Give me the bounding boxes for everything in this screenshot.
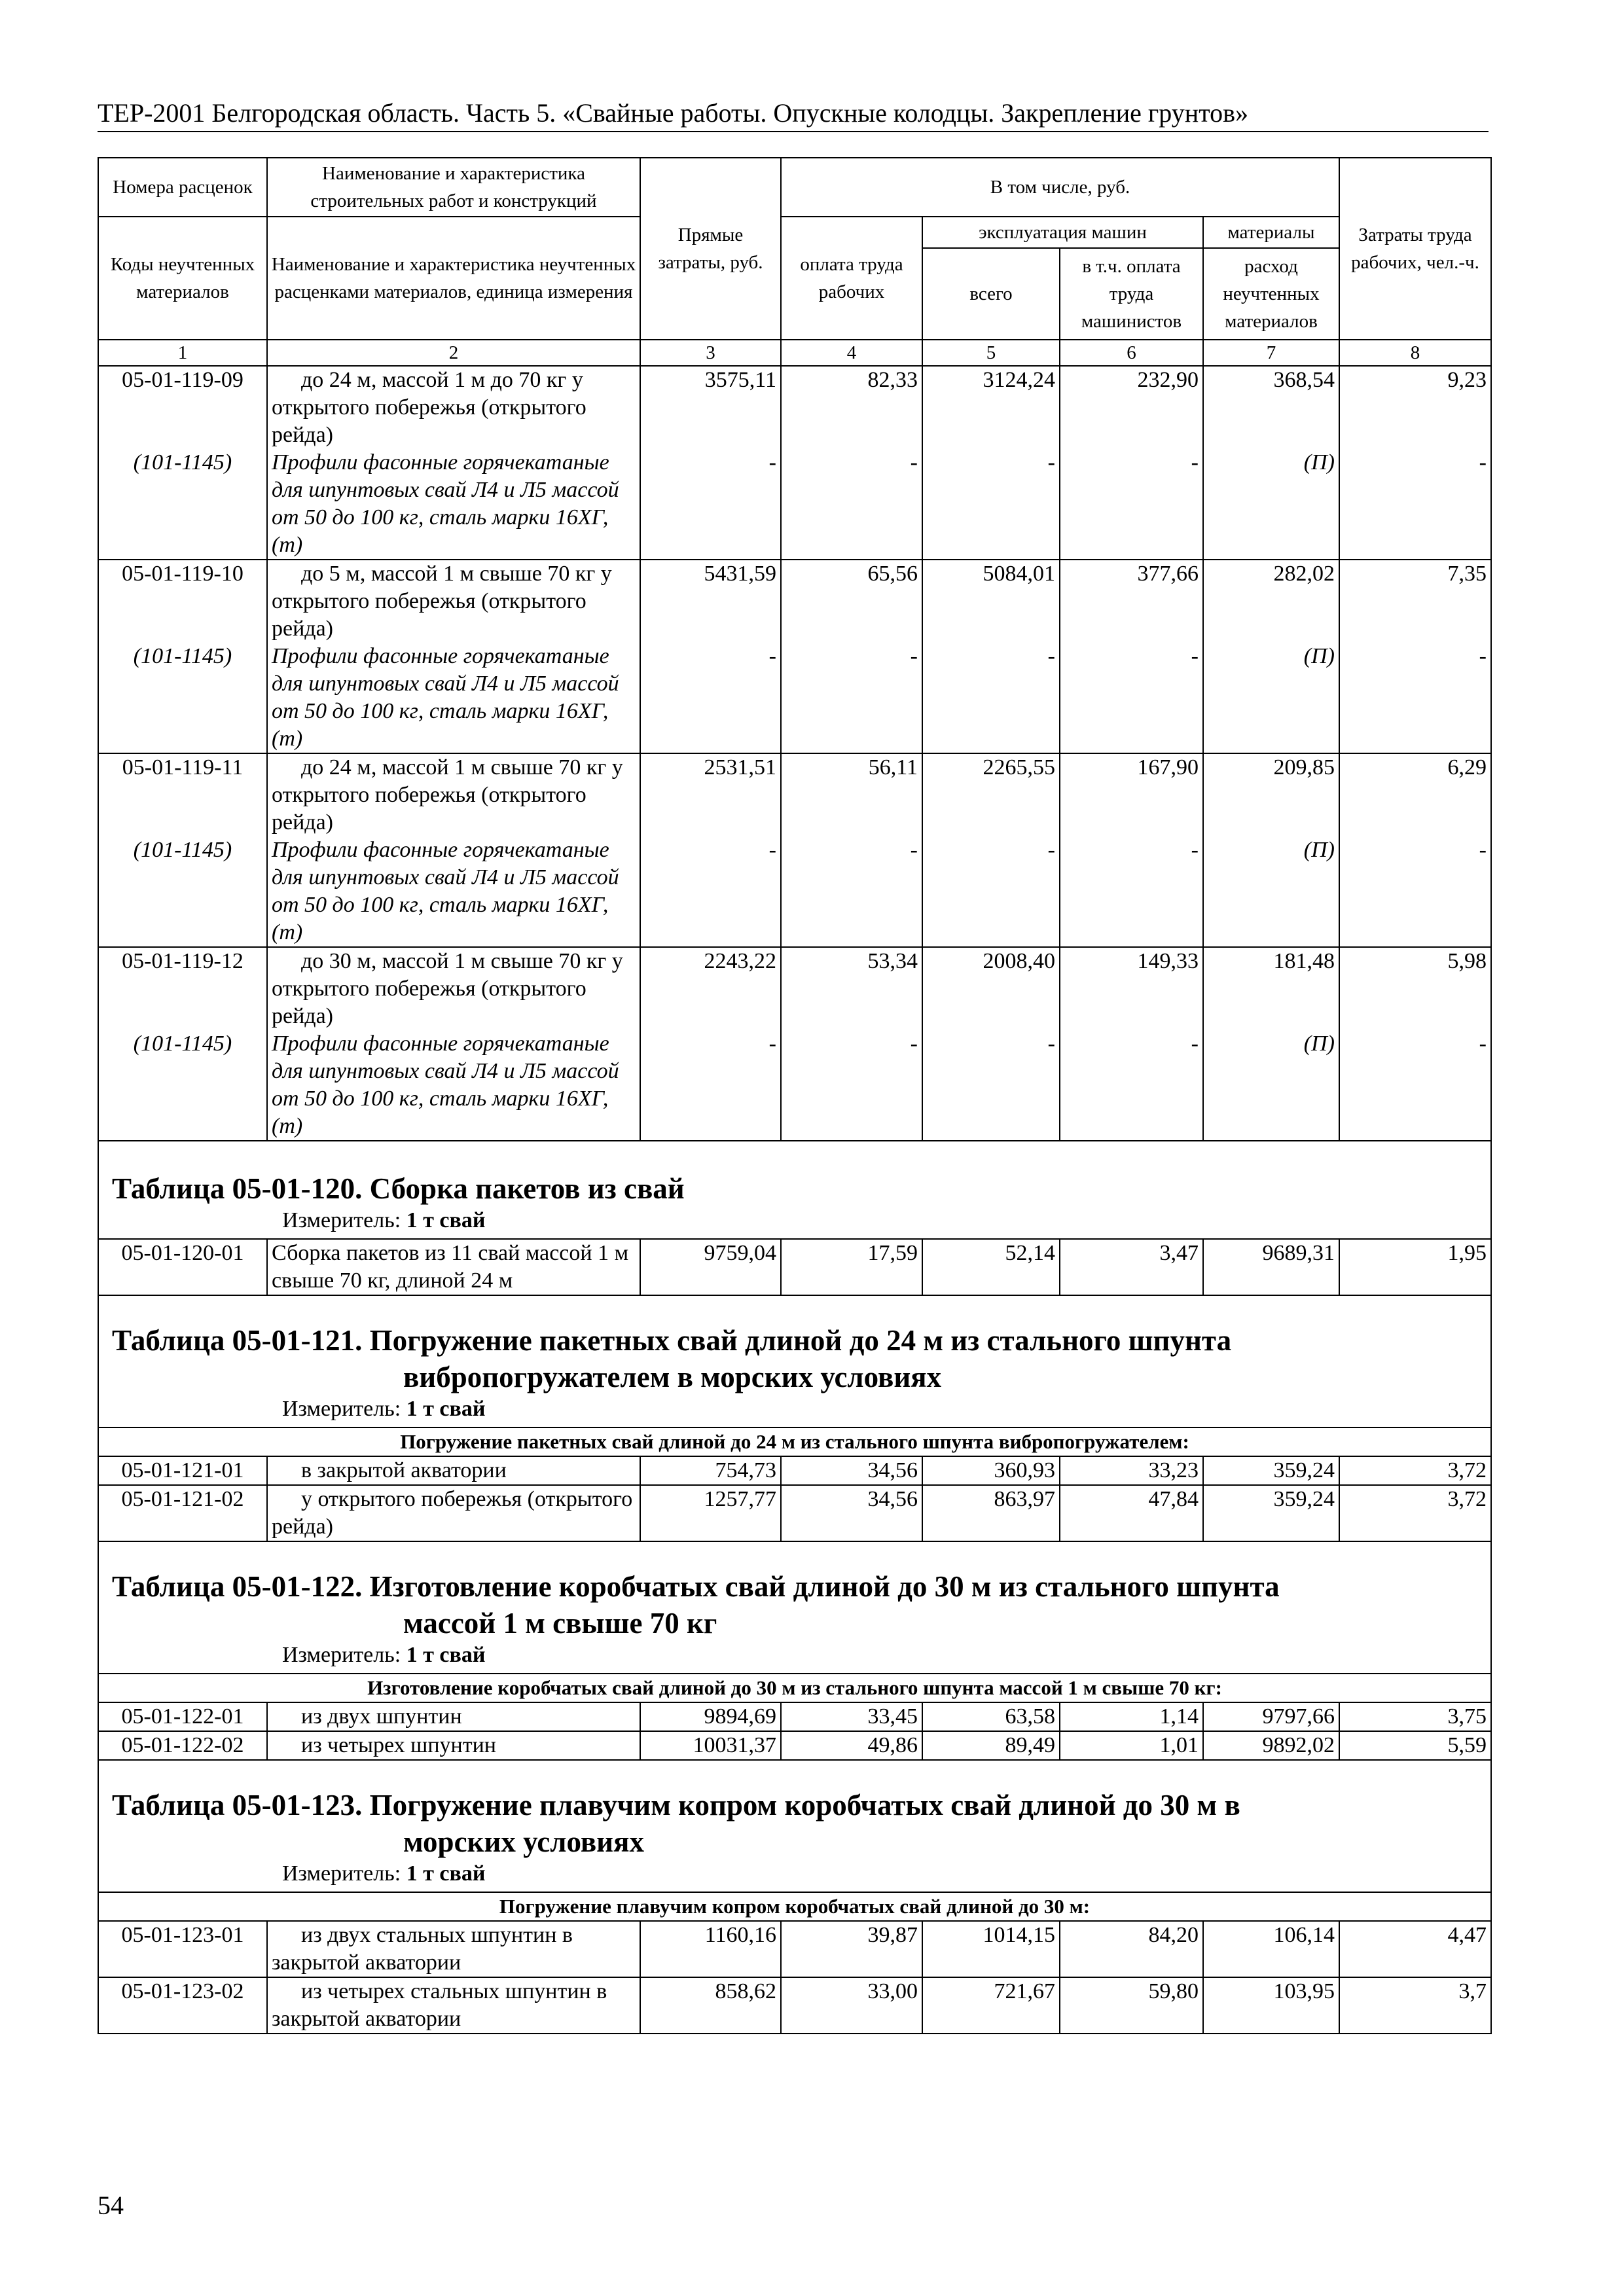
rate-row	[98, 1456, 1491, 1485]
value-cell	[1060, 560, 1203, 753]
table-title-line-1: Таблица 05-01-122. Изготовление коробчатых свай длиной до 30 м из стального шпунта	[112, 1570, 1280, 1603]
rate-value: 377,66	[1137, 562, 1199, 586]
value-cell	[781, 753, 922, 947]
value-cell	[922, 366, 1060, 560]
rate-code: 05-01-122-01	[98, 1702, 267, 1731]
material-value: (П)	[1303, 644, 1335, 668]
header-rule	[98, 131, 1489, 132]
material-value: -	[910, 1031, 918, 1056]
rate-code: 05-01-120-01	[98, 1239, 267, 1295]
table-title	[99, 1141, 1490, 1207]
col-labor-costs-header: Затраты труда рабочих, чел.-ч.	[1339, 158, 1491, 340]
rate-code: 05-01-119-09	[122, 368, 244, 392]
rate-name: из четырех стальных шпунтин в закрытой акватории	[267, 1977, 640, 2034]
table-title-line-1: Таблица 05-01-123. Погружение плавучим копром коробчатых свай длиной до 30 м в	[112, 1789, 1240, 1821]
rate-value: 3,72	[1339, 1456, 1491, 1485]
rate-value: 9797,66	[1203, 1702, 1339, 1731]
group-heading: Погружение пакетных свай длиной до 24 м из стального шпунта вибропогружателем:	[98, 1427, 1491, 1456]
col-rate-number-header: Номера расценок	[98, 158, 267, 217]
rate-name: у открытого побережья (открытого рейда)	[267, 1485, 640, 1541]
value-cell	[922, 753, 1060, 947]
rate-value: 3,72	[1339, 1485, 1491, 1541]
rate-value: 368,54	[1273, 368, 1335, 392]
rate-value: 53,34	[867, 949, 918, 973]
measure-line	[99, 1641, 1490, 1673]
rate-value: 59,80	[1060, 1977, 1203, 2034]
value-cell	[1203, 366, 1339, 560]
group-row	[98, 1427, 1491, 1456]
rate-code-cell	[98, 947, 267, 1141]
rate-value: 3575,11	[704, 368, 776, 392]
table-title-row	[98, 1295, 1491, 1427]
material-value: -	[1047, 450, 1055, 475]
value-cell	[640, 560, 781, 753]
column-number: 5	[922, 340, 1060, 366]
material-value: -	[1191, 644, 1199, 668]
measure-label: Измеритель:	[282, 1208, 401, 1232]
material-code: (101-1145)	[133, 838, 232, 862]
value-cell	[1339, 366, 1491, 560]
col-including-header: В том числе, руб.	[781, 158, 1339, 217]
col-material-usage-header: расход неучтенных материалов	[1203, 248, 1339, 340]
rate-name-cell	[267, 947, 640, 1141]
col-work-name-header: Наименование и характеристика строительных работ и конструкций	[267, 158, 640, 217]
rate-name: из двух стальных шпунтин в закрытой акватории	[267, 1921, 640, 1977]
table-title-row	[98, 1541, 1491, 1674]
rate-row	[98, 753, 1491, 947]
measure-value: 1 т свай	[406, 1208, 486, 1232]
rate-code: 05-01-121-02	[98, 1485, 267, 1541]
col-machines-total-header: всего	[922, 248, 1060, 340]
rate-name: до 30 м, массой 1 м свыше 70 кг у открытого побережья (открытого рейда)	[272, 949, 623, 1028]
table-title-row	[98, 1760, 1491, 1892]
material-name: Профили фасонные горячекатаные для шпунтовых свай Л4 и Л5 массой от 50 до 100 кг, сталь марки 16ХГ, (т)	[272, 644, 619, 751]
table-title	[99, 1761, 1490, 1860]
table-title-cell	[98, 1541, 1491, 1674]
value-cell	[640, 753, 781, 947]
rate-row	[98, 1731, 1491, 1760]
material-value: -	[1191, 1031, 1199, 1056]
table-title	[99, 1296, 1490, 1395]
col-machines-header: эксплуатация машин	[922, 217, 1203, 248]
rate-name: Сборка пакетов из 11 свай массой 1 м свыше 70 кг, длиной 24 м	[267, 1239, 640, 1295]
rate-value: 3,75	[1339, 1702, 1491, 1731]
rate-value: 2531,51	[704, 755, 776, 780]
rate-value: 3,7	[1339, 1977, 1491, 2034]
material-value: -	[1479, 1031, 1487, 1056]
rate-value: 5084,01	[983, 562, 1055, 586]
rate-value: 52,14	[922, 1239, 1060, 1295]
measure-label: Измеритель:	[282, 1397, 401, 1421]
value-cell	[1339, 947, 1491, 1141]
measure-label: Измеритель:	[282, 1861, 401, 1886]
material-name: Профили фасонные горячекатаные для шпунтовых свай Л4 и Л5 массой от 50 до 100 кг, сталь марки 16ХГ, (т)	[272, 838, 619, 944]
material-value: -	[910, 450, 918, 475]
rate-value: 1,01	[1060, 1731, 1203, 1760]
rate-code-cell	[98, 753, 267, 947]
col-machinist-pay-header: в т.ч. оплата труда машинистов	[1060, 248, 1203, 340]
group-heading: Изготовление коробчатых свай длиной до 30 м из стального шпунта массой 1 м свыше 70 кг:	[98, 1674, 1491, 1702]
rate-name: из двух шпунтин	[267, 1702, 640, 1731]
rate-value: 7,35	[1447, 562, 1487, 586]
rate-value: 17,59	[781, 1239, 922, 1295]
value-cell	[1339, 560, 1491, 753]
material-code: (101-1145)	[133, 644, 232, 668]
value-cell	[1203, 560, 1339, 753]
value-cell	[1203, 753, 1339, 947]
material-value: -	[768, 1031, 776, 1056]
value-cell	[922, 560, 1060, 753]
material-value: -	[1047, 644, 1055, 668]
measure-line	[99, 1860, 1490, 1892]
header-row-1	[98, 158, 1491, 217]
rate-code-cell	[98, 366, 267, 560]
column-number-row	[98, 340, 1491, 366]
material-value: -	[1047, 1031, 1055, 1056]
rate-name-cell	[267, 560, 640, 753]
rate-value: 33,23	[1060, 1456, 1203, 1485]
rate-value: 5,98	[1447, 949, 1487, 973]
material-name: Профили фасонные горячекатаные для шпунтовых свай Л4 и Л5 массой от 50 до 100 кг, сталь марки 16ХГ, (т)	[272, 1031, 619, 1138]
page-number: 54	[98, 2191, 124, 2220]
rate-row	[98, 947, 1491, 1141]
table-title	[99, 1542, 1490, 1641]
material-value: -	[768, 838, 776, 862]
rate-value: 63,58	[922, 1702, 1060, 1731]
rate-value: 9689,31	[1203, 1239, 1339, 1295]
rate-value: 34,56	[781, 1485, 922, 1541]
material-value: -	[1191, 838, 1199, 862]
rate-value: 106,14	[1203, 1921, 1339, 1977]
rate-value: 9759,04	[640, 1239, 781, 1295]
rate-value: 754,73	[640, 1456, 781, 1485]
group-heading: Погружение плавучим копром коробчатых свай длиной до 30 м:	[98, 1892, 1491, 1921]
material-value: -	[768, 450, 776, 475]
material-name: Профили фасонные горячекатаные для шпунтовых свай Л4 и Л5 массой от 50 до 100 кг, сталь марки 16ХГ, (т)	[272, 450, 619, 557]
measure-line	[99, 1207, 1490, 1238]
rate-value: 1,95	[1339, 1239, 1491, 1295]
rate-value: 5,59	[1339, 1731, 1491, 1760]
value-cell	[781, 947, 922, 1141]
group-row	[98, 1892, 1491, 1921]
column-number: 4	[781, 340, 922, 366]
rate-name: до 5 м, массой 1 м свыше 70 кг у открытого побережья (открытого рейда)	[272, 562, 612, 641]
rate-code-cell	[98, 560, 267, 753]
rate-value: 10031,37	[640, 1731, 781, 1760]
rate-row	[98, 366, 1491, 560]
rate-value: 1014,15	[922, 1921, 1060, 1977]
column-number: 7	[1203, 340, 1339, 366]
material-value: (П)	[1303, 1031, 1335, 1056]
rate-row	[98, 1702, 1491, 1731]
rate-value: 103,95	[1203, 1977, 1339, 2034]
column-number: 2	[267, 340, 640, 366]
value-cell	[1060, 366, 1203, 560]
rates-table	[98, 157, 1492, 2034]
rate-value: 360,93	[922, 1456, 1060, 1485]
value-cell	[1339, 753, 1491, 947]
measure-value: 1 т свай	[406, 1861, 486, 1886]
rate-value: 149,33	[1137, 949, 1199, 973]
rate-name-cell	[267, 366, 640, 560]
rate-value: 4,47	[1339, 1921, 1491, 1977]
rate-value: 65,56	[867, 562, 918, 586]
material-value: -	[1047, 838, 1055, 862]
value-cell	[781, 560, 922, 753]
rate-code: 05-01-122-02	[98, 1731, 267, 1760]
col-materials-header: материалы	[1203, 217, 1339, 248]
rate-row	[98, 560, 1491, 753]
table-title-line-2: морских условиях	[403, 1825, 644, 1858]
rate-value: 9894,69	[640, 1702, 781, 1731]
group-row	[98, 1674, 1491, 1702]
table-title-line-1: Таблица 05-01-121. Погружение пакетных свай длиной до 24 м из стального шпунта	[112, 1324, 1232, 1357]
measure-value: 1 т свай	[406, 1643, 486, 1667]
header-row-2	[98, 217, 1491, 248]
material-value: -	[1191, 450, 1199, 475]
rate-value: 232,90	[1137, 368, 1199, 392]
material-code: (101-1145)	[133, 450, 232, 475]
rate-value: 359,24	[1203, 1456, 1339, 1485]
rate-value: 33,00	[781, 1977, 922, 2034]
rate-value: 84,20	[1060, 1921, 1203, 1977]
value-cell	[640, 947, 781, 1141]
rate-code: 05-01-119-12	[122, 949, 244, 973]
rate-value: 82,33	[867, 368, 918, 392]
rate-value: 1,14	[1060, 1702, 1203, 1731]
value-cell	[922, 947, 1060, 1141]
material-value: -	[1479, 838, 1487, 862]
rate-value: 359,24	[1203, 1485, 1339, 1541]
rate-name-cell	[267, 753, 640, 947]
rate-value: 721,67	[922, 1977, 1060, 2034]
material-value: (П)	[1303, 450, 1335, 475]
table-title-cell	[98, 1295, 1491, 1427]
material-value: -	[768, 644, 776, 668]
rate-row	[98, 1921, 1491, 1977]
rate-value: 6,29	[1447, 755, 1487, 780]
rate-code: 05-01-119-10	[122, 562, 244, 586]
col-labor-pay-header: оплата труда рабочих	[781, 217, 922, 340]
material-value: -	[1479, 644, 1487, 668]
rate-value: 33,45	[781, 1702, 922, 1731]
material-value: -	[910, 644, 918, 668]
col-material-code-header: Коды неучтенных материалов	[98, 217, 267, 340]
measure-value: 1 т свай	[406, 1397, 486, 1421]
rate-name: из четырех шпунтин	[267, 1731, 640, 1760]
rate-value: 5431,59	[704, 562, 776, 586]
rate-value: 2265,55	[983, 755, 1055, 780]
table-title-row	[98, 1141, 1491, 1239]
rate-code: 05-01-119-11	[122, 755, 244, 780]
rate-value: 167,90	[1137, 755, 1199, 780]
rate-value: 56,11	[868, 755, 918, 780]
value-cell	[640, 366, 781, 560]
value-cell	[1203, 947, 1339, 1141]
rate-value: 34,56	[781, 1456, 922, 1485]
table-title-cell	[98, 1141, 1491, 1239]
table-title-line-2: массой 1 м свыше 70 кг	[403, 1607, 717, 1640]
rate-code: 05-01-121-01	[98, 1456, 267, 1485]
rate-value: 9892,02	[1203, 1731, 1339, 1760]
rate-value: 39,87	[781, 1921, 922, 1977]
rate-value: 47,84	[1060, 1485, 1203, 1541]
measure-line	[99, 1395, 1490, 1427]
rate-value: 181,48	[1273, 949, 1335, 973]
column-number: 8	[1339, 340, 1491, 366]
rate-row	[98, 1239, 1491, 1295]
rate-value: 1257,77	[640, 1485, 781, 1541]
rate-value: 3,47	[1060, 1239, 1203, 1295]
rate-value: 3124,24	[983, 368, 1055, 392]
column-number: 3	[640, 340, 781, 366]
material-value: -	[1479, 450, 1487, 475]
rate-name: до 24 м, массой 1 м до 70 кг у открытого побережья (открытого рейда)	[272, 368, 586, 447]
material-code: (101-1145)	[133, 1031, 232, 1056]
rate-value: 2243,22	[704, 949, 776, 973]
rate-value: 1160,16	[640, 1921, 781, 1977]
column-number: 1	[98, 340, 267, 366]
material-value: -	[910, 838, 918, 862]
value-cell	[781, 366, 922, 560]
rate-value: 9,23	[1447, 368, 1487, 392]
table-title-line-2: вибропогружателем в морских условиях	[403, 1361, 942, 1393]
rate-name: в закрытой акватории	[267, 1456, 640, 1485]
rate-value: 209,85	[1273, 755, 1335, 780]
rate-value: 89,49	[922, 1731, 1060, 1760]
col-material-name-header: Наименование и характеристика неучтенных расценками материалов, единица измерения	[267, 217, 640, 340]
material-value: (П)	[1303, 838, 1335, 862]
rate-value: 858,62	[640, 1977, 781, 2034]
page-header: ТЕР-2001 Белгородская область. Часть 5. «Свайные работы. Опускные колодцы. Закрепление грунтов»	[98, 98, 1249, 128]
column-number: 6	[1060, 340, 1203, 366]
value-cell	[1060, 947, 1203, 1141]
rate-name: до 24 м, массой 1 м свыше 70 кг у открытого побережья (открытого рейда)	[272, 755, 623, 834]
rate-value: 2008,40	[983, 949, 1055, 973]
table-title-line-1: Таблица 05-01-120. Сборка пакетов из свай	[112, 1172, 685, 1205]
rate-row	[98, 1485, 1491, 1541]
col-direct-costs-header: Прямые затраты, руб.	[640, 158, 781, 340]
rate-value: 49,86	[781, 1731, 922, 1760]
rate-code: 05-01-123-02	[98, 1977, 267, 2034]
rate-code: 05-01-123-01	[98, 1921, 267, 1977]
rate-row	[98, 1977, 1491, 2034]
table-title-cell	[98, 1760, 1491, 1892]
value-cell	[1060, 753, 1203, 947]
rate-value: 282,02	[1273, 562, 1335, 586]
rate-value: 863,97	[922, 1485, 1060, 1541]
measure-label: Измеритель:	[282, 1643, 401, 1667]
